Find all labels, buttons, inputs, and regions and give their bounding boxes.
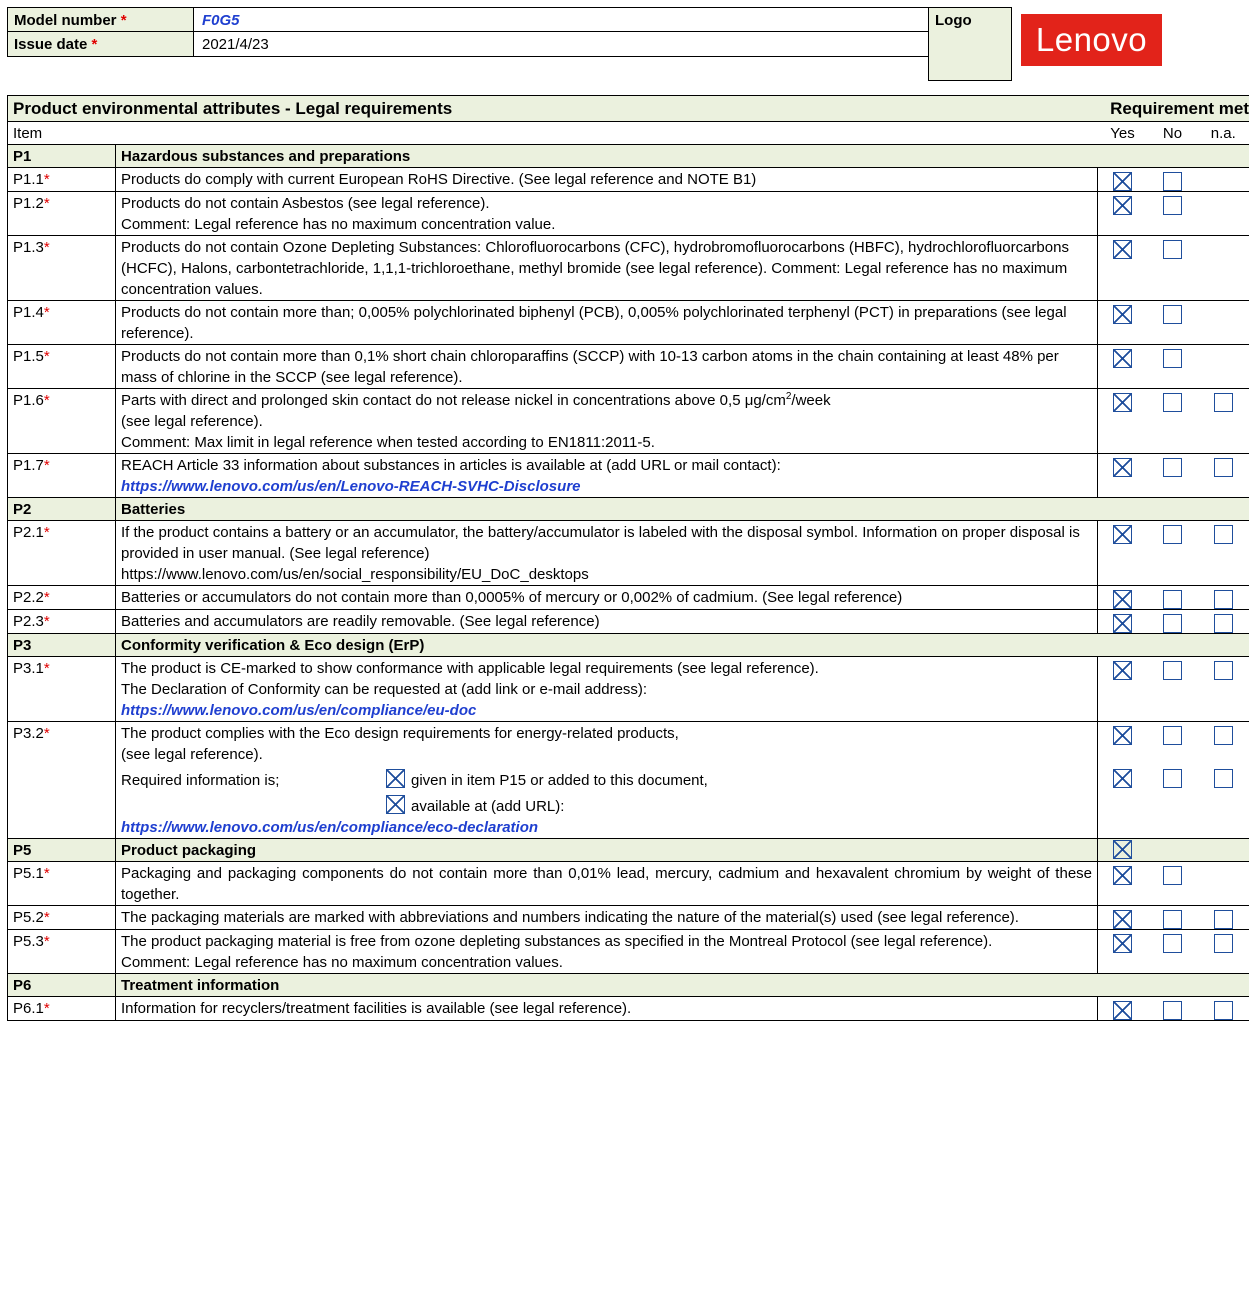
checkbox-unchecked-icon[interactable] [1163, 240, 1182, 259]
checkbox-unchecked-icon[interactable] [1163, 349, 1182, 368]
required-star: * [43, 392, 50, 409]
checkbox-checked-icon[interactable] [1113, 866, 1132, 885]
item-id: P2.2* [8, 586, 116, 610]
required-star: * [43, 865, 50, 882]
required-star: * [43, 660, 50, 677]
checkbox-unchecked-icon[interactable] [1163, 196, 1182, 215]
model-number-label [7, 7, 194, 32]
checkbox-unchecked-icon[interactable] [1214, 934, 1233, 953]
item-text: Products do not contain Asbestos (see legal reference). Comment: Legal reference has no maximum concentration value. [116, 192, 1098, 236]
table-row [8, 997, 1249, 1021]
yes-cell[interactable] [1098, 657, 1148, 722]
required-star: * [43, 195, 50, 212]
section-id: P5 [8, 839, 116, 862]
required-star: * [43, 348, 50, 365]
yes-cell[interactable] [1098, 997, 1148, 1021]
no-cell[interactable] [1148, 345, 1198, 389]
required-star: * [43, 589, 50, 606]
table-row [8, 722, 1249, 766]
checkbox-checked-icon[interactable] [1113, 910, 1132, 929]
yes-cell[interactable] [1098, 192, 1148, 236]
required-star: * [43, 613, 50, 630]
checkbox-unchecked-icon[interactable] [1163, 525, 1182, 544]
checkbox-checked-icon[interactable] [1113, 590, 1132, 609]
yes-cell[interactable] [1098, 930, 1148, 974]
yes-cell[interactable] [1098, 454, 1148, 498]
item-id: P5.2* [8, 906, 116, 930]
checkbox-unchecked-icon[interactable] [1214, 726, 1233, 745]
requirement-met-header: Requirement met [1098, 96, 1249, 122]
yes-cell[interactable] [1098, 521, 1148, 586]
table-row [8, 521, 1249, 586]
yes-cell[interactable] [1098, 610, 1148, 634]
table-row [8, 657, 1249, 722]
no-cell[interactable] [1148, 722, 1198, 766]
section-title: Hazardous substances and preparations [116, 145, 1249, 168]
item-id: P6.1* [8, 997, 116, 1021]
checkbox-checked-icon[interactable] [386, 769, 405, 788]
na-cell [1198, 345, 1249, 389]
required-star: * [43, 933, 50, 950]
checkbox-unchecked-icon[interactable] [1163, 614, 1182, 633]
item-text: Parts with direct and prolonged skin contact do not release nickel in concentrations above 0,5 $\mu g/cm^2$/week (see legal reference). Comment: Max limit in legal reference when tested according to EN1811:2011-5. [116, 389, 1098, 454]
item-id: P3.1* [8, 657, 116, 722]
required-star: * [43, 725, 50, 742]
required-star: * [43, 524, 50, 541]
no-cell[interactable] [1148, 168, 1198, 192]
na-cell[interactable] [1198, 657, 1249, 722]
checkbox-unchecked-icon[interactable] [1163, 769, 1182, 788]
no-cell[interactable] [1148, 236, 1198, 301]
required-star: * [43, 304, 50, 321]
section-id: P6 [8, 974, 116, 997]
na-cell[interactable] [1198, 997, 1249, 1021]
item-header: Item [8, 122, 1098, 145]
item-id: P5.3* [8, 930, 116, 974]
checkbox-unchecked-icon[interactable] [1214, 590, 1233, 609]
item-id: P2.1* [8, 521, 116, 586]
checkbox-unchecked-icon[interactable] [1163, 393, 1182, 412]
yes-cell[interactable] [1098, 586, 1148, 610]
na-cell[interactable] [1198, 586, 1249, 610]
yes-cell[interactable] [1098, 906, 1148, 930]
checkbox-unchecked-icon[interactable] [1214, 1001, 1233, 1020]
no-cell[interactable] [1148, 765, 1198, 839]
checkbox-checked-icon[interactable] [1113, 726, 1132, 745]
checkbox-checked-icon[interactable] [1113, 349, 1132, 368]
na-cell[interactable] [1198, 906, 1249, 930]
table-row [8, 862, 1249, 906]
eu-doc-link[interactable]: https://www.lenovo.com/us/en/compliance/eu-doc [121, 702, 477, 719]
checkbox-unchecked-icon[interactable] [1214, 393, 1233, 412]
checkbox-checked-icon[interactable] [1113, 934, 1132, 953]
checkbox-unchecked-icon[interactable] [1163, 726, 1182, 745]
item-id [8, 765, 116, 839]
checkbox-checked-icon[interactable] [1113, 525, 1132, 544]
column-header-row [8, 122, 1249, 145]
item-id: P1.6* [8, 389, 116, 454]
na-cell [1198, 839, 1249, 862]
section-title: Product packaging [116, 839, 1098, 862]
requirements-table [7, 95, 1249, 1021]
section-title: Treatment information [116, 974, 1249, 997]
yes-cell[interactable] [1098, 862, 1148, 906]
checkbox-unchecked-icon[interactable] [1214, 614, 1233, 633]
yes-cell[interactable] [1098, 765, 1148, 839]
item-id: P1.5* [8, 345, 116, 389]
table-row [8, 192, 1249, 236]
yes-header: Yes [1098, 122, 1148, 145]
table-row [8, 454, 1249, 498]
item-text: The product packaging material is free from ozone depleting substances as specified in the Montreal Protocol (see legal reference). Comment: Legal reference has no maximum concentration values. [116, 930, 1098, 974]
no-cell[interactable] [1148, 906, 1198, 930]
checkbox-checked-icon[interactable] [1113, 458, 1132, 477]
required-star: * [43, 1000, 50, 1017]
section-id: P1 [8, 145, 116, 168]
item-id: P1.1* [8, 168, 116, 192]
yes-cell[interactable] [1098, 345, 1148, 389]
na-cell [1198, 236, 1249, 301]
required-star: * [120, 12, 127, 29]
item-text: Products do not contain more than 0,1% short chain chloroparaffins (SCCP) with 10-13 carbon atoms in the chain containing at least 48% per mass of chlorine in the SCCP (see legal reference). [116, 345, 1098, 389]
section-row-p2 [8, 498, 1249, 521]
checkbox-checked-icon[interactable] [1113, 196, 1132, 215]
na-cell[interactable] [1198, 454, 1249, 498]
no-cell[interactable] [1148, 930, 1198, 974]
checkbox-unchecked-icon[interactable] [1214, 661, 1233, 680]
item-text: Products do not contain more than; 0,005% polychlorinated biphenyl (PCB), 0,005% polychlorinated terphenyl (PCT) in preparations (see legal reference). [116, 301, 1098, 345]
na-cell [1198, 301, 1249, 345]
item-text: Batteries or accumulators do not contain more than 0,0005% of mercury or 0,002% of cadmium. (See legal reference) [116, 586, 1098, 610]
checkbox-unchecked-icon[interactable] [1214, 525, 1233, 544]
checkbox-unchecked-icon[interactable] [1214, 458, 1233, 477]
no-cell[interactable] [1148, 389, 1198, 454]
yes-cell[interactable] [1098, 301, 1148, 345]
item-text: Batteries and accumulators are readily removable. (See legal reference) [116, 610, 1098, 634]
table-row [8, 906, 1249, 930]
na-cell[interactable] [1198, 765, 1249, 839]
no-header: No [1148, 122, 1198, 145]
item-text: REACH Article 33 information about substances in articles is available at (add URL or mail contact): https://www.lenovo.com/us/en/Lenovo-REACH-SVHC-Disclosure [116, 454, 1098, 498]
table-row [8, 345, 1249, 389]
item-id: P1.7* [8, 454, 116, 498]
required-star: * [43, 239, 50, 256]
checkbox-checked-icon[interactable] [386, 795, 405, 814]
table-title: Product environmental attributes - Legal requirements [8, 96, 1098, 122]
na-cell[interactable] [1198, 610, 1249, 634]
table-title-row [8, 96, 1249, 122]
na-cell [1198, 168, 1249, 192]
item-text: If the product contains a battery or an accumulator, the battery/accumulator is labeled with the disposal symbol. Information on proper disposal is provided in user manual. (See legal reference) https://www.lenovo.com/us/en/social_responsibility/EU_DoC_desktops [116, 521, 1098, 586]
item-id: P3.2* [8, 722, 116, 766]
issue-date-value: 2021/4/23 [193, 31, 929, 57]
na-cell[interactable] [1198, 521, 1249, 586]
table-row [8, 586, 1249, 610]
checkbox-unchecked-icon[interactable] [1163, 1001, 1182, 1020]
na-header: n.a. [1198, 122, 1249, 145]
yes-cell[interactable] [1098, 839, 1148, 862]
checkbox-unchecked-icon[interactable] [1163, 910, 1182, 929]
no-cell[interactable] [1148, 657, 1198, 722]
na-cell [1198, 862, 1249, 906]
na-cell[interactable] [1198, 389, 1249, 454]
item-id: P1.2* [8, 192, 116, 236]
checkbox-unchecked-icon[interactable] [1163, 458, 1182, 477]
section-title: Conformity verification & Eco design (ErP) [116, 634, 1249, 657]
item-text: The product is CE-marked to show conformance with applicable legal requirements (see legal reference). The Declaration of Conformity can be requested at (add link or e-mail address): https://www.lenovo.com/us/en/compliance/eu-doc [116, 657, 1098, 722]
checkbox-checked-icon[interactable] [1113, 769, 1132, 788]
no-cell[interactable] [1148, 454, 1198, 498]
table-row [8, 236, 1249, 301]
yes-cell[interactable] [1098, 389, 1148, 454]
table-row [8, 168, 1249, 192]
checkbox-unchecked-icon[interactable] [1214, 910, 1233, 929]
no-cell[interactable] [1148, 586, 1198, 610]
lenovo-logo: Lenovo [1021, 14, 1162, 66]
logo-label: Logo [928, 7, 1012, 81]
item-id: P1.4* [8, 301, 116, 345]
checkbox-unchecked-icon[interactable] [1214, 769, 1233, 788]
na-cell [1198, 192, 1249, 236]
required-star: * [43, 909, 50, 926]
table-row [8, 930, 1249, 974]
required-star: * [91, 36, 98, 53]
checkbox-checked-icon[interactable] [1113, 305, 1132, 324]
checkbox-checked-icon[interactable] [1113, 240, 1132, 259]
item-text: The product complies with the Eco design requirements for energy-related products, (see legal reference). [116, 722, 1098, 766]
section-row-p3 [8, 634, 1249, 657]
no-cell[interactable] [1148, 301, 1198, 345]
section-id: P2 [8, 498, 116, 521]
table-row [8, 301, 1249, 345]
item-text: Products do comply with current European RoHS Directive. (See legal reference and NOTE B1) [116, 168, 1098, 192]
model-number-value: F0G5 [193, 7, 929, 32]
yes-cell[interactable] [1098, 236, 1148, 301]
no-cell[interactable] [1148, 862, 1198, 906]
checkbox-checked-icon[interactable] [1113, 661, 1132, 680]
table-row [8, 765, 1249, 839]
na-cell[interactable] [1198, 722, 1249, 766]
table-row [8, 610, 1249, 634]
issue-date-label [7, 31, 194, 57]
required-star: * [43, 457, 50, 474]
checkbox-checked-icon[interactable] [1113, 1001, 1132, 1020]
issue-date-label-text: Issue date [14, 36, 88, 53]
checkbox-checked-icon[interactable] [1113, 172, 1132, 191]
yes-cell[interactable] [1098, 722, 1148, 766]
checkbox-unchecked-icon[interactable] [1163, 866, 1182, 885]
section-title: Batteries [116, 498, 1249, 521]
battery-disposal-url: https://www.lenovo.com/us/en/social_responsibility/EU_DoC_desktops [121, 566, 589, 583]
required-star: * [43, 171, 50, 188]
item-text: Products do not contain Ozone Depleting Substances: Chlorofluorocarbons (CFC), hydrobromofluorocarbons (HBFC), hydrochlorofluorcarbons (HCFC), Halons, carbontetrachloride, 1,1,1-trichloroethane, methyl bromide (see legal reference). Comment: Legal reference has no maximum concentration values. [116, 236, 1098, 301]
item-text: The packaging materials are marked with abbreviations and numbers indicating the nature of the material(s) used (see legal reference). [116, 906, 1098, 930]
item-text: Information for recyclers/treatment facilities is available (see legal reference). [116, 997, 1098, 1021]
section-id: P3 [8, 634, 116, 657]
no-cell[interactable] [1148, 610, 1198, 634]
checkbox-unchecked-icon[interactable] [1163, 934, 1182, 953]
section-row-p5 [8, 839, 1249, 862]
checkbox-unchecked-icon[interactable] [1163, 305, 1182, 324]
checkbox-checked-icon[interactable] [1113, 614, 1132, 633]
eco-declaration-link[interactable]: https://www.lenovo.com/us/en/compliance/eco-declaration [121, 819, 539, 836]
item-id: P5.1* [8, 862, 116, 906]
section-row-p1 [8, 145, 1249, 168]
item-id: P1.3* [8, 236, 116, 301]
section-row-p6 [8, 974, 1249, 997]
yes-cell[interactable] [1098, 168, 1148, 192]
checkbox-unchecked-icon[interactable] [1163, 172, 1182, 191]
checkbox-unchecked-icon[interactable] [1163, 661, 1182, 680]
checkbox-checked-icon[interactable] [1113, 840, 1132, 859]
reach-link[interactable]: https://www.lenovo.com/us/en/Lenovo-REACH-SVHC-Disclosure [121, 478, 581, 495]
item-text: Required information is; given in item P15 or added to this document, available at (add URL): https://www.lenovo.com/us/en/compliance/eco-declaration [116, 765, 1098, 839]
table-row [8, 389, 1249, 454]
no-cell[interactable] [1148, 192, 1198, 236]
no-cell[interactable] [1148, 997, 1198, 1021]
no-cell [1148, 839, 1198, 862]
na-cell[interactable] [1198, 930, 1249, 974]
item-text: Packaging and packaging components do not contain more than 0,01% lead, mercury, cadmium and hexavalent chromium by weight of these together. [116, 862, 1098, 906]
checkbox-unchecked-icon[interactable] [1163, 590, 1182, 609]
item-id: P2.3* [8, 610, 116, 634]
checkbox-checked-icon[interactable] [1113, 393, 1132, 412]
no-cell[interactable] [1148, 521, 1198, 586]
model-number-label-text: Model number [14, 12, 117, 29]
